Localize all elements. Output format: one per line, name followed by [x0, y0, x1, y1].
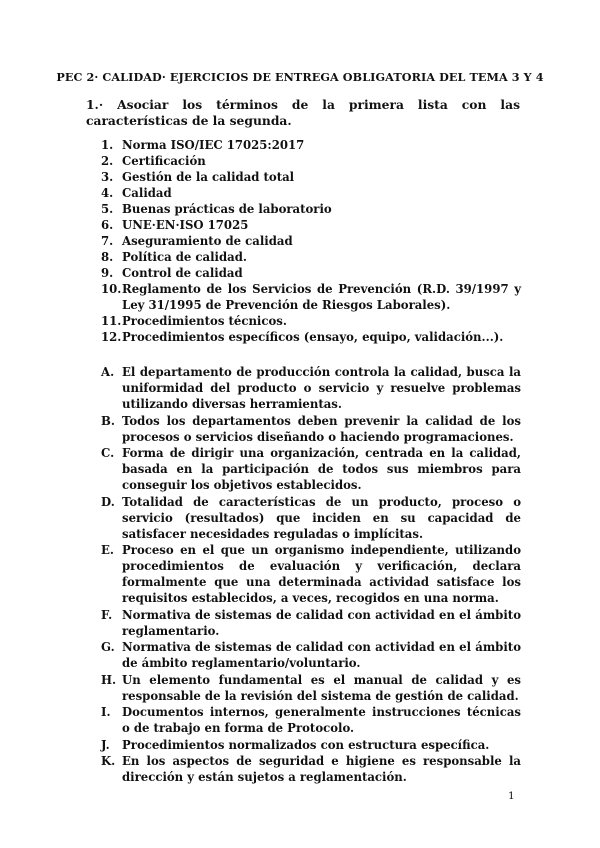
item-marker: 9. — [101, 266, 114, 280]
item-marker: C. — [101, 446, 115, 460]
item-text: Todos los departamentos deben prevenir la calidad de los procesos o servicios diseñando o haciendo programaciones. — [122, 413, 521, 444]
list-item — [101, 542, 521, 606]
item-text: Gestión de la calidad total — [122, 170, 295, 184]
item-marker: 3. — [101, 170, 114, 184]
item-marker: 2. — [101, 154, 114, 168]
list-item — [101, 639, 521, 671]
list-item — [101, 753, 521, 785]
item-text: Procedimientos técnicos. — [122, 314, 287, 328]
item-marker: G. — [101, 640, 115, 654]
item-marker: 10. — [101, 282, 122, 296]
item-marker: J. — [101, 737, 110, 752]
list-item — [101, 313, 521, 329]
item-text: Documentos internos, generalmente instrucciones técnicas o de trabajo en forma de Protocolo. — [122, 705, 521, 735]
list-item — [101, 249, 521, 265]
item-text: Calidad — [122, 186, 172, 200]
list-item — [101, 281, 521, 313]
list-item — [101, 265, 521, 281]
list-item — [101, 607, 521, 639]
item-text: Norma ISO/IEC 17025:2017 — [122, 138, 305, 152]
item-marker: F. — [101, 607, 113, 622]
item-text: Política de calidad. — [122, 250, 247, 264]
item-text: Totalidad de características de un producto, proceso o servicio (resultados) que inciden en su capacidad de satisfacer necesidades reguladas o implícitas. — [122, 494, 521, 541]
item-text: En los aspectos de seguridad e higiene es responsable la dirección y están sujetos a reglamentación. — [122, 754, 521, 784]
terms-list — [101, 137, 521, 345]
item-text: Proceso en el que un organismo independiente, utilizando procedimientos de evaluación y verificación, declara formalmente que una determinada actividad satisface los requisitos establecidos, a veces, recogidos en una norma. — [122, 543, 521, 605]
item-marker: E. — [101, 543, 114, 557]
list-item — [101, 364, 521, 412]
item-text: Forma de dirigir una organización, centrada en la calidad, basada en la participación de todos sus miembros para conseguir los objetivos establecidos. — [122, 446, 521, 492]
list-item — [101, 329, 521, 345]
item-marker: K. — [101, 754, 116, 768]
list-item — [101, 137, 521, 153]
item-marker: 4. — [101, 186, 114, 200]
list-item — [101, 737, 521, 753]
item-text: Control de calidad — [122, 266, 243, 280]
list-item — [101, 233, 521, 249]
item-text: Un elemento fundamental es el manual de calidad y es responsable de la revisión del sistema de gestión de calidad. — [122, 672, 521, 703]
item-text: Normativa de sistemas de calidad con actividad en el ámbito de ámbito reglamentario/voluntario. — [122, 640, 521, 670]
list-item — [101, 185, 521, 201]
list-item — [101, 704, 521, 736]
item-marker: 12. — [101, 330, 122, 344]
item-text: Certificación — [122, 154, 206, 168]
item-marker: 6. — [101, 218, 114, 232]
list-item — [101, 169, 521, 185]
exercise-instruction: 1.· Asociar los términos de la primera lista con las características de la segunda. — [86, 97, 520, 128]
item-marker: D. — [101, 494, 115, 509]
list-item — [101, 494, 521, 542]
list-item — [101, 153, 521, 169]
list-item — [101, 217, 521, 233]
item-marker: H. — [101, 672, 117, 687]
item-text: Aseguramiento de calidad — [122, 234, 293, 248]
page-number: 1 — [508, 790, 515, 802]
item-marker: 1. — [101, 138, 114, 152]
item-text: Procedimientos normalizados con estructura específica. — [122, 737, 490, 752]
item-text: Procedimientos específicos (ensayo, equipo, validación...). — [122, 330, 504, 344]
item-text: Reglamento de los Servicios de Prevención (R.D. 39/1997 y Ley 31/1995 de Prevención de Riesgos Laborales). — [122, 282, 521, 312]
item-text: Buenas prácticas de laboratorio — [122, 202, 332, 216]
list-item — [101, 445, 521, 493]
item-marker: 11. — [101, 314, 122, 328]
item-text: UNE·EN·ISO 17025 — [122, 218, 249, 232]
list-item — [101, 201, 521, 217]
characteristics-list — [101, 364, 521, 786]
item-marker: 8. — [101, 250, 114, 264]
list-item — [101, 672, 521, 704]
list-item — [101, 413, 521, 445]
item-marker: I. — [101, 705, 111, 719]
item-marker: A. — [101, 365, 115, 379]
item-marker: 7. — [101, 234, 114, 248]
page-title: PEC 2· CALIDAD· EJERCICIOS DE ENTREGA OBLIGATORIA DEL TEMA 3 Y 4 — [56, 70, 544, 84]
item-text: El departamento de producción controla la calidad, busca la uniformidad del producto o servicio y resuelve problemas utilizando diversas herramientas. — [122, 365, 521, 411]
item-marker: B. — [101, 413, 115, 428]
item-text: Normativa de sistemas de calidad con actividad en el ámbito reglamentario. — [122, 607, 521, 638]
item-marker: 5. — [101, 202, 114, 216]
